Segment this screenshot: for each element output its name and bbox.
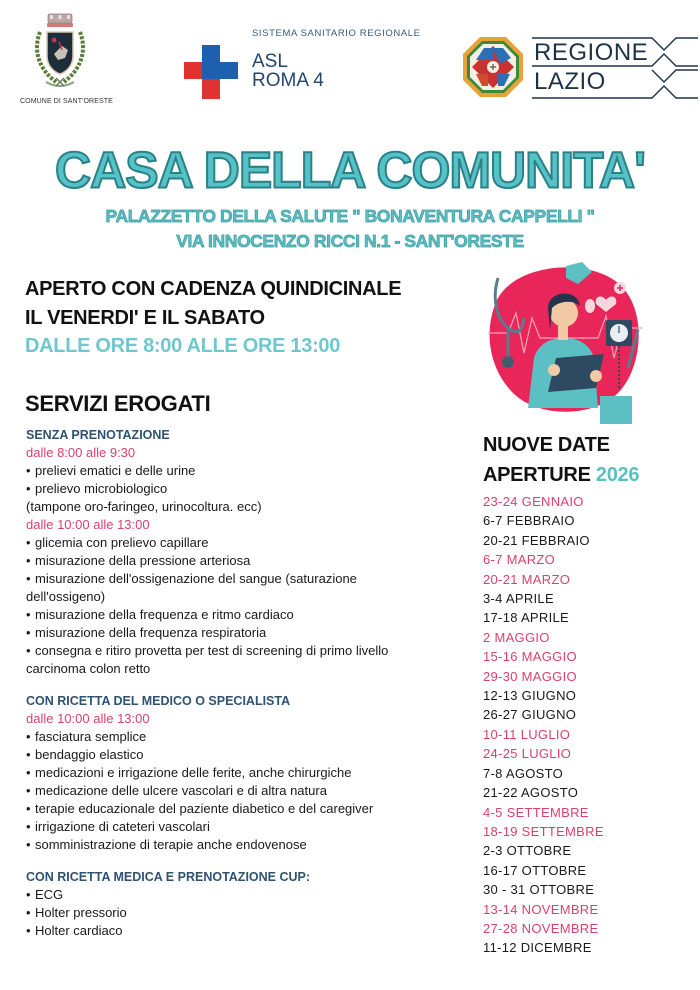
service-item-text: misurazione dell'ossigenazione del sangue (saturazione <box>35 571 357 586</box>
service-item-text: irrigazione di cateteri vascolari <box>35 819 210 834</box>
service-item <box>26 642 466 660</box>
service-section-title: SENZA PRENOTAZIONE <box>26 428 170 442</box>
service-item-text: medicazione delle ulcere vascolari e di altra natura <box>35 783 327 798</box>
service-item <box>26 498 466 516</box>
bullet-icon: • <box>26 463 31 478</box>
opening-date: 17-18 APRILE <box>483 610 569 626</box>
regione-lazio-logo <box>462 36 698 100</box>
opening-date: 13-14 NOVEMBRE <box>483 901 599 917</box>
regione-name-line2: LAZIO <box>534 68 606 95</box>
dates-title-aperture: APERTURE <box>483 464 591 486</box>
bullet-icon: • <box>26 747 31 762</box>
section-spacer <box>26 678 466 692</box>
opening-date: 20-21 FEBBRAIO <box>483 532 590 548</box>
service-item-text: Holter pressorio <box>35 905 127 920</box>
service-item-text: somministrazione di terapie anche endovenose <box>35 837 307 852</box>
service-item <box>26 660 466 678</box>
bullet-icon: • <box>26 625 31 640</box>
opening-date: 10-11 LUGLIO <box>483 726 571 742</box>
service-item <box>26 624 466 642</box>
bullet-icon: • <box>26 535 31 550</box>
service-item <box>26 764 466 782</box>
service-item <box>26 552 466 570</box>
asl-system-label: SISTEMA SANITARIO REGIONALE <box>252 28 421 39</box>
service-item-text: glicemia con prelievo capillare <box>35 535 209 550</box>
service-item-text: bendaggio elastico <box>35 747 144 762</box>
bullet-icon: • <box>26 571 31 586</box>
service-time-range: dalle 8:00 alle 9:30 <box>26 445 136 460</box>
service-item <box>26 606 466 624</box>
bullet-icon: • <box>26 643 31 658</box>
bullet-icon: • <box>26 887 31 902</box>
service-time-range: dalle 10:00 alle 13:00 <box>26 711 150 726</box>
service-item-text: fasciatura semplice <box>35 729 147 744</box>
service-item <box>26 746 466 764</box>
opening-date: 12-13 GIUGNO <box>483 688 577 704</box>
red-blue-cross-icon <box>184 45 238 99</box>
opening-date: 29-30 MAGGIO <box>483 668 577 684</box>
asl-logo <box>184 26 424 106</box>
service-item <box>26 534 466 552</box>
opening-date: 24-25 LUGLIO <box>483 746 572 762</box>
service-item-text: misurazione della frequenza respiratoria <box>35 625 267 640</box>
opening-date: 4-5 SETTEMBRE <box>483 804 589 820</box>
opening-date: 23-24 GENNAIO <box>483 494 584 509</box>
opening-date: 6-7 MARZO <box>483 552 556 568</box>
dates-title-line1: NUOVE DATE <box>483 434 610 456</box>
bullet-icon: • <box>26 783 31 798</box>
service-section-title: CON RICETTA DEL MEDICO O SPECIALISTA <box>26 694 291 708</box>
service-item-text: (tampone oro-faringeo, urinocoltura. ecc) <box>26 499 262 514</box>
service-item-text: consegna e ritiro provetta per test di screening di primo livello <box>35 643 389 658</box>
service-item <box>26 570 466 588</box>
service-item <box>26 904 466 922</box>
service-item-text: prelievi ematici e delle urine <box>35 463 196 478</box>
opening-hours: DALLE ORE 8:00 ALLE ORE 13:00 <box>25 335 341 357</box>
opening-date: 7-8 AGOSTO <box>483 765 564 781</box>
opening-days: IL VENERDI' E IL SABATO <box>25 307 265 329</box>
opening-date: 6-7 FEBBRAIO <box>483 513 575 529</box>
section-spacer <box>26 854 466 868</box>
service-item-text: ECG <box>35 887 64 902</box>
opening-dates-list <box>483 492 693 958</box>
bullet-icon: • <box>26 607 31 622</box>
subtitle-address: VIA INNOCENZO RICCI N.1 - SANT'ORESTE <box>176 231 524 251</box>
service-item-text: prelievo microbiologico <box>35 481 168 496</box>
bullet-icon: • <box>26 837 31 852</box>
opening-date: 27-28 NOVEMBRE <box>483 920 599 936</box>
opening-date: 3-4 APRILE <box>483 591 554 607</box>
bullet-icon: • <box>26 765 31 780</box>
opening-date: 18-19 SETTEMBRE <box>483 823 604 839</box>
service-item-text: dell'ossigeno) <box>26 589 106 604</box>
service-item <box>26 886 466 904</box>
service-item <box>26 800 466 818</box>
bullet-icon: • <box>26 553 31 568</box>
opening-date: 11-12 DICEMBRE <box>483 940 592 956</box>
service-item-text: misurazione della pressione arteriosa <box>35 553 251 568</box>
bullet-icon: • <box>26 729 31 744</box>
bullet-icon: • <box>26 819 31 834</box>
service-item <box>26 480 466 498</box>
regione-lazio-emblem-icon <box>462 36 524 98</box>
coat-of-arms-icon <box>32 12 88 94</box>
bullet-icon: • <box>26 801 31 816</box>
asl-name-line1: ASL <box>252 51 288 72</box>
service-item <box>26 836 466 854</box>
regione-name-line1: REGIONE <box>534 39 649 66</box>
opening-date: 21-22 AGOSTO <box>483 785 579 801</box>
dates-year: 2026 <box>595 464 640 486</box>
asl-name-line2: ROMA 4 <box>252 70 324 91</box>
opening-date: 30 - 31 OTTOBRE <box>483 882 595 898</box>
opening-date: 2-3 OTTOBRE <box>483 843 572 859</box>
service-section-title: CON RICETTA MEDICA E PRENOTAZIONE CUP: <box>26 870 311 884</box>
opening-date: 2 MAGGIO <box>483 629 550 645</box>
service-item <box>26 782 466 800</box>
main-title: CASA DELLA COMUNITA' <box>55 141 645 199</box>
comune-name: COMUNE DI SANT'ORESTE <box>20 98 113 105</box>
opening-date: 16-17 OTTOBRE <box>483 862 587 878</box>
service-time-range: dalle 10:00 alle 13:00 <box>26 517 150 532</box>
opening-frequency: APERTO CON CADENZA QUINDICINALE <box>25 278 402 300</box>
service-item <box>26 462 466 480</box>
service-item <box>26 588 466 606</box>
service-item-text: medicazioni e irrigazione delle ferite, anche chirurgiche <box>35 765 352 780</box>
dates-title-line2 <box>483 463 639 487</box>
bullet-icon: • <box>26 905 31 920</box>
service-item <box>26 728 466 746</box>
service-item-text: misurazione della frequenza e ritmo cardiaco <box>35 607 294 622</box>
bullet-icon: • <box>26 923 31 938</box>
comune-logo <box>20 12 113 118</box>
subtitle-venue: PALAZZETTO DELLA SALUTE " BONAVENTURA CAPPELLI " <box>105 206 595 226</box>
services-heading: SERVIZI EROGATI <box>25 391 211 416</box>
services-list <box>26 426 466 940</box>
service-item <box>26 922 466 940</box>
opening-date: 15-16 MAGGIO <box>483 649 577 665</box>
service-item-text: Holter cardiaco <box>35 923 123 938</box>
service-item <box>26 818 466 836</box>
nurse-with-clipboard-illustration <box>478 258 658 428</box>
service-item-text: terapie educazionale del paziente diabetico e del caregiver <box>35 801 374 816</box>
service-item-text: carcinoma colon retto <box>26 661 151 676</box>
opening-date: 20-21 MARZO <box>483 571 571 587</box>
opening-date: 26-27 GIUGNO <box>483 707 577 723</box>
bullet-icon: • <box>26 481 31 496</box>
